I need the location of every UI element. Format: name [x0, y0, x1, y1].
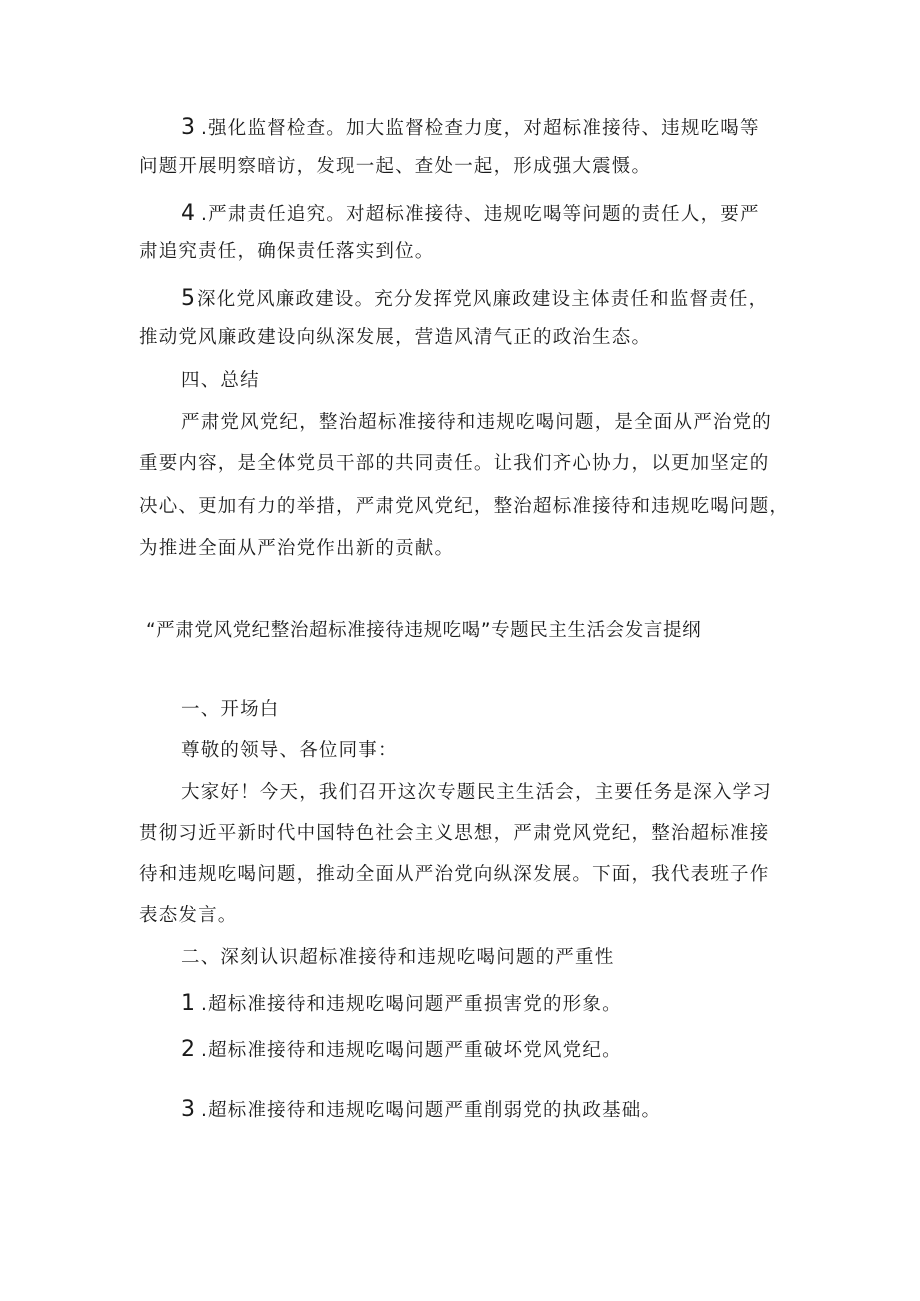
- point-1: [181, 991, 831, 1018]
- point-3: [181, 1097, 831, 1124]
- item-5-text: 深化党风廉政建设。充分发挥党风廉政建设主体责任和监督责任，: [197, 289, 769, 310]
- item-3-line-1: [181, 115, 831, 142]
- item-3-text: .强化监督检查。加大监督检查力度，对超标准接待、违规吃喝等: [201, 118, 760, 139]
- summary-line-1: 严肃党风党纪，整治超标准接待和违规吃喝问题，是全面从严治党的: [181, 412, 773, 433]
- item-5-line-1: [181, 286, 831, 313]
- item-5-line-2: 推动党风廉政建设向纵深发展，营造风清气正的政治生态。: [139, 327, 652, 348]
- intro-line-4: 表态发言。: [139, 905, 238, 926]
- item-3-number: 3: [181, 115, 195, 140]
- item-4-number: 4: [181, 201, 195, 226]
- greeting: 尊敬的领导、各位同事：: [181, 740, 398, 761]
- heading-severity: 二、深刻认识超标准接待和违规吃喝问题的严重性: [181, 947, 615, 968]
- summary-line-3: 决心、更加有力的举措，严肃党风党纪，整治超标准接待和违规吃喝问题，: [139, 496, 790, 517]
- point-2-number: 2: [181, 1037, 195, 1062]
- point-2: [181, 1037, 831, 1064]
- heading-opening: 一、开场白: [181, 699, 280, 720]
- item-5-number: 5: [181, 286, 195, 311]
- point-3-text: .超标准接待和违规吃喝问题严重削弱党的执政基础。: [201, 1100, 662, 1121]
- doc-title: “严肃党风党纪整治超标准接待违规吃喝”专题民主生活会发言提纲: [146, 620, 702, 641]
- item-4-line-1: [181, 201, 831, 228]
- heading-summary: 四、总结: [181, 370, 260, 391]
- point-2-text: .超标准接待和违规吃喝问题严重破坏党风党纪。: [201, 1040, 622, 1061]
- item-4-text: .严肃责任追究。对超标准接待、违规吃喝等问题的责任人，要严: [201, 204, 760, 225]
- intro-line-1: 大家好！今天，我们召开这次专题民主生活会，主要任务是深入学习: [181, 782, 773, 803]
- summary-line-2: 重要内容，是全体党员干部的共同责任。让我们齐心协力，以更加坚定的: [139, 453, 770, 474]
- summary-line-4: 为推进全面从严治党作出新的贡献。: [139, 538, 455, 559]
- point-1-text: .超标准接待和违规吃喝问题严重损害党的形象。: [201, 994, 622, 1015]
- point-3-number: 3: [181, 1097, 195, 1122]
- item-4-line-2: 肃追究责任，确保责任落实到位。: [139, 241, 435, 262]
- point-1-number: 1: [181, 991, 195, 1016]
- item-3-line-2: 问题开展明察暗访，发现一起、查处一起，形成强大震慑。: [139, 156, 652, 177]
- intro-line-3: 待和违规吃喝问题，推动全面从严治党向纵深发展。下面，我代表班子作: [139, 864, 770, 885]
- intro-line-2: 贯彻习近平新时代中国特色社会主义思想，严肃党风党纪，整治超标准接: [139, 823, 770, 844]
